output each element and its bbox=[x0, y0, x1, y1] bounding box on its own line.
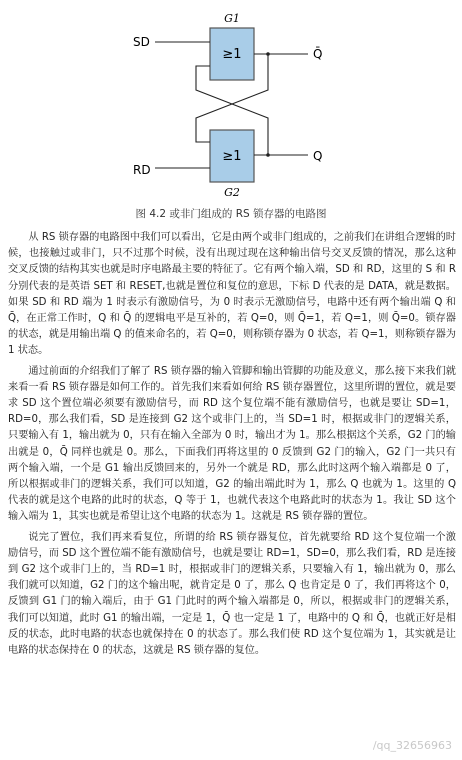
circuit-figure bbox=[0, 0, 462, 218]
output-qbar-label: Q̄ bbox=[313, 47, 323, 61]
paragraph-2: 通过前面的介绍我们了解了 RS 锁存器的输入管脚和输出管脚的功能及意义，那么接下来我们就来看一看 RS 锁存器是如何工作的。首先我们来看如何给 RS 锁存器置位，这里所谓的置位，就是要求 SD 这个置位端必须要有激励信号，而 RD 这个复位端不能有激励信号，也就是要让 SD=1，RD=0，那么我们看，SD 是连接到 G2 这个或非门上的，当 SD=1 时，根据或非门的逻辑关系，只要输入有 1，输出就为 0，只有在输入全部为 0 时，输出才为 1。那么根据这个关系，G2 门的输出就是 0，Q̄ 同样也就是 0。那么，下面我们再将这里的 0 反馈到 G2 门的输入，G2 门一共只有两个输入端，一个是 G1 输出反馈回来的，另外一个就是 RD，那么此时这两个输入端都是 0 了，所以根据或非门的逻辑关系，我们可以知道，G2 的输出端此时为 1，那么 Q 也就为 1。这里的 Q 代表的就是这个电路的此时的状态，Q 等于 1，也就代表这个电路此时的状态为 1。我让 SD 这个输入端为 1，其实也就是希望让这个电路的状态为 1。这就是 RS 锁存器的置位。 bbox=[8, 365, 456, 523]
input-rd-label: RD bbox=[133, 163, 151, 177]
gate-g1-symbol: ≥1 bbox=[222, 47, 242, 62]
input-sd-label: SD bbox=[133, 35, 150, 49]
figure-caption: 图 4.2 或非门组成的 RS 锁存器的电路图 bbox=[135, 208, 327, 220]
gate-g2-label: G2 bbox=[224, 186, 240, 199]
output-q-label: Q bbox=[313, 149, 323, 163]
rs-latch-diagram bbox=[0, 0, 462, 205]
gate-g1-label: G1 bbox=[224, 12, 240, 25]
paragraph-1: 从 RS 锁存器的电路图中我们可以看出，它是由两个或非门组成的，之前我们在讲组合逻辑的时候，也接触过或非门，只不过那个时候，没有出现过现在这种输出信号交叉反馈的情况，那么这种交叉反馈的结构其实也就是时序电路最主要的特征了。它有两个输入端，SD 和 RD，这里的 S 和 R 分别代表的是英语 SET 和 RESET,也就是置位和复位的意思，下标 D 代表的是 DATA，就是数据。如果 SD 和 RD 端为 1 时表示有激励信号，为 0 时表示无激励信号，电路中还有两个输出端 Q 和 Q̄，在正常工作时，Q 和 Q̄ 的逻辑电平是互补的，若 Q=0，则 Q̄=1，若 Q=1，则 Q̄=0。锁存器的状态，就是用输出端 Q 的值来命名的，若 Q=0，则称锁存器为 0 状态，若 Q=1，则称锁存器为 1 状态。 bbox=[8, 232, 456, 357]
body-text bbox=[8, 230, 456, 663]
paragraph-3: 说完了置位，我们再来看复位，所谓的给 RS 锁存器复位，首先就要给 RD 这个复位端一个激励信号，而 SD 这个置位端不能有激励信号，也就是要让 RD=1，SD=0，那么我们看，RD 是连接到 G2 这个或非门上的，当 RD=1 时，根据或非门的逻辑关系，只要输入有 1，输出就为 0，那么我们就可以知道，G2 门的这个输出呢，就肯定是 0 了，那么 Q 也肯定是 0 了，我们再将这个 0，反馈到 G1 门的输入端后，由于 G1 门此时的两个输入端都是 0，所以，根据或非门的逻辑关系，我们可以知道，此时 G1 的输出端，一定是 1，Q̄ 也一定是 1 了，电路中的 Q 和 Q̄，也就正好是相反的状态，此时电路的状态也就保持在 0 的状态了。那么我们使 RD 这个复位端为 1，其实就是让电路的状态保持在 0 的状态，这就是 RS 锁存器的复位。 bbox=[8, 531, 456, 657]
watermark: /qq_32656963 bbox=[372, 739, 452, 752]
gate-g2-symbol: ≥1 bbox=[222, 149, 242, 164]
